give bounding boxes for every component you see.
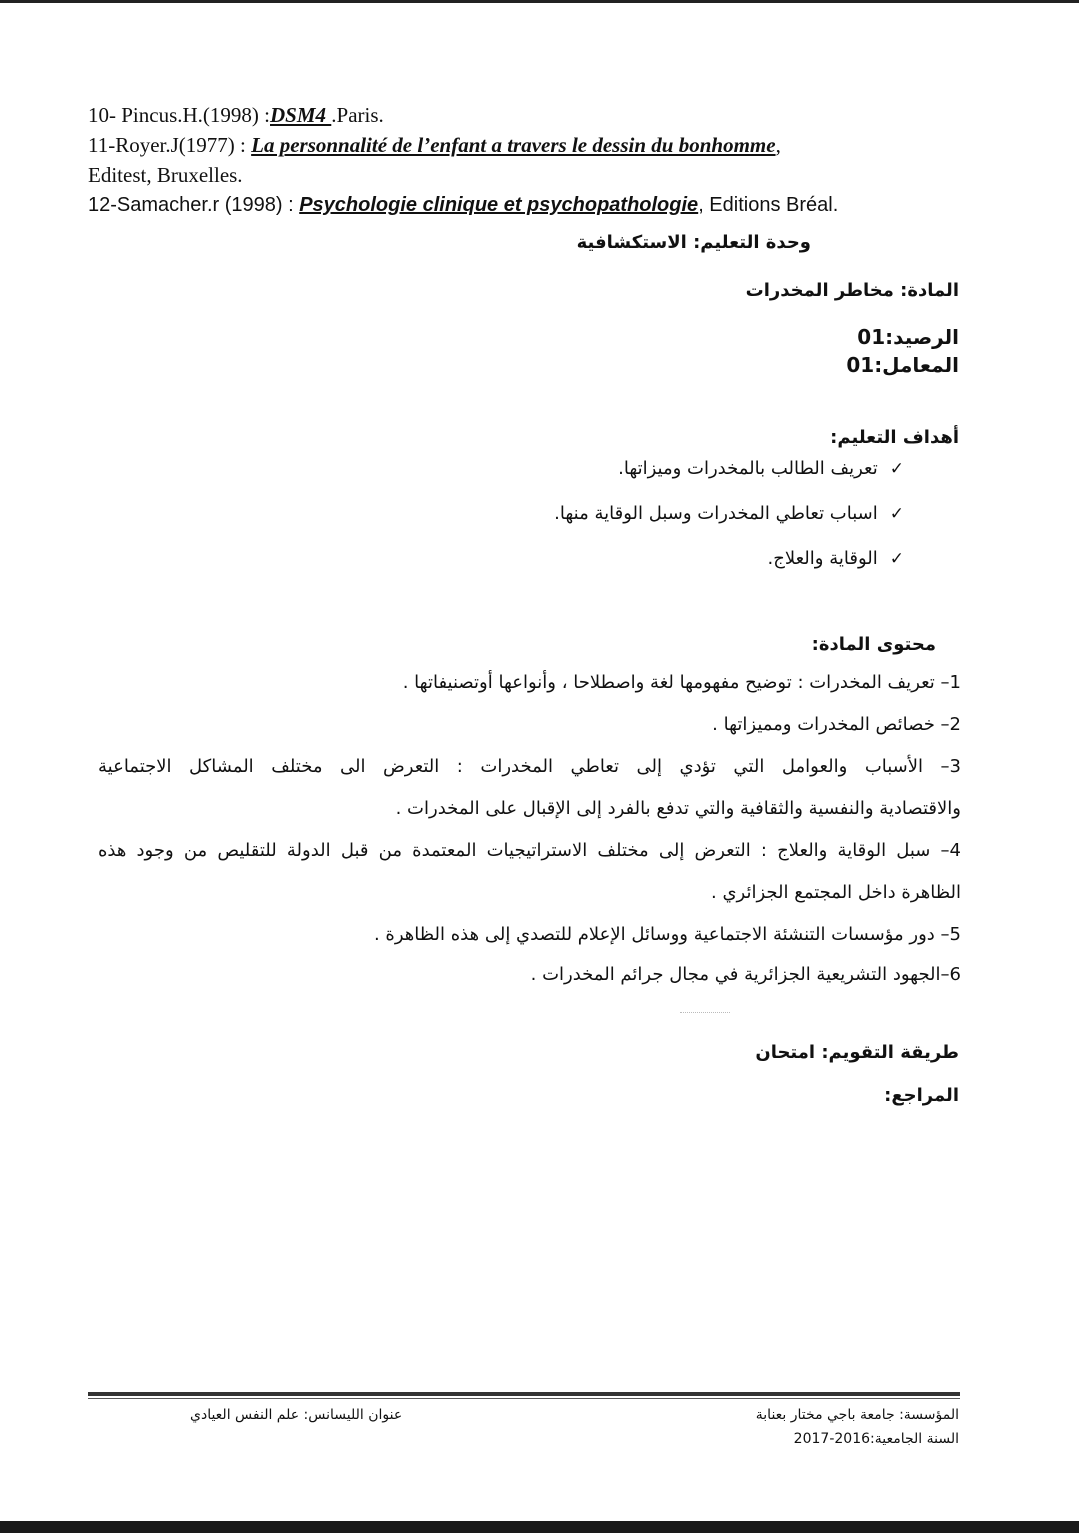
goal-item [554,503,904,524]
content-line: 5– دور مؤسسات التنشئة الاجتماعية ووسائل الإعلام للتصدي إلى هذه الظاهرة . [373,924,961,945]
goal-item [618,458,904,479]
content-line: 3– الأسباب والعوامل التي تؤدي إلى تعاطي المخدرات : التعرض الى مختلف المشاكل الاجتماعية [98,756,961,777]
scan-artifact [680,1012,730,1013]
footer-institution: المؤسسة: جامعة باجي مختار بعنابة [755,1407,959,1423]
goal-item [768,548,904,569]
page-top-edge [0,0,1079,3]
footer-license: عنوان الليسانس: علم النفس العيادي [190,1407,403,1423]
reference-12-author: 12-Samacher.r (1998) : [88,194,300,216]
reference-12 [88,190,838,220]
reference-11-suffix: , [775,133,781,157]
reference-10-suffix: .Paris. [331,103,384,127]
reference-11-continuation: Editest, Bruxelles. [88,163,243,187]
reference-12-suffix: , Editions Bréal. [698,194,839,216]
footer-institution-block [756,1403,959,1451]
content-line: والاقتصادية والنفسية والثقافية والتي تدفع بالفرد إلى الإقبال على المخدرات . [395,798,961,819]
reference-10-author: 10- Pincus.H.(1998) : [88,103,270,127]
page-bottom-edge [0,1521,1079,1533]
coefficient: المعامل:01 [846,353,959,377]
evaluation-method: طريقة التقويم: امتحان [755,1042,959,1063]
check-icon: ✓ [889,459,904,479]
content-line: 4– سبل الوقاية والعلاج : التعرض إلى مختلف الاستراتيجيات المعتمدة من قبل الدولة للتقليص من وجود هذه [98,840,961,861]
reference-10-title: DSM4 [270,103,332,127]
teaching-unit: وحدة التعليم: الاستكشافية [576,232,811,253]
references-title: المراجع: [884,1085,959,1106]
check-icon: ✓ [889,549,904,569]
goal-text: الوقاية والعلاج. [767,548,878,569]
footer-academic-year: السنة الجامعية:2016-2017 [793,1431,959,1447]
reference-11 [88,130,781,160]
credit: الرصيد:01 [857,325,959,349]
footer-rule-thin [88,1398,960,1399]
goal-text: تعريف الطالب بالمخدرات وميزاتها. [618,458,878,479]
content-line: الظاهرة داخل المجتمع الجزائري . [711,882,961,903]
reference-12-title: Psychologie clinique et psychopathologie [299,194,699,216]
subject-title: المادة: مخاطر المخدرات [745,280,959,301]
content-line: 1– تعريف المخدرات : توضيح مفهومها لغة واصطلاحا ، وأنواعها أوتصنيفاتها . [402,672,961,693]
reference-10 [88,100,384,130]
content-title: محتوى المادة: [811,634,936,655]
content-line: 2– خصائص المخدرات ومميزاتها . [712,714,961,735]
goals-title: أهداف التعليم: [830,427,959,448]
reference-11-title: La personnalité de l’enfant a travers le dessin du bonhomme [251,133,776,157]
footer-rule [88,1392,960,1396]
check-icon: ✓ [889,504,904,524]
reference-11-author: 11-Royer.J(1977) : [88,133,252,157]
content-line: 6–الجهود التشريعية الجزائرية في مجال جرائم المخدرات . [530,964,961,985]
goal-text: اسباب تعاطي المخدرات وسبل الوقاية منها. [554,503,878,524]
